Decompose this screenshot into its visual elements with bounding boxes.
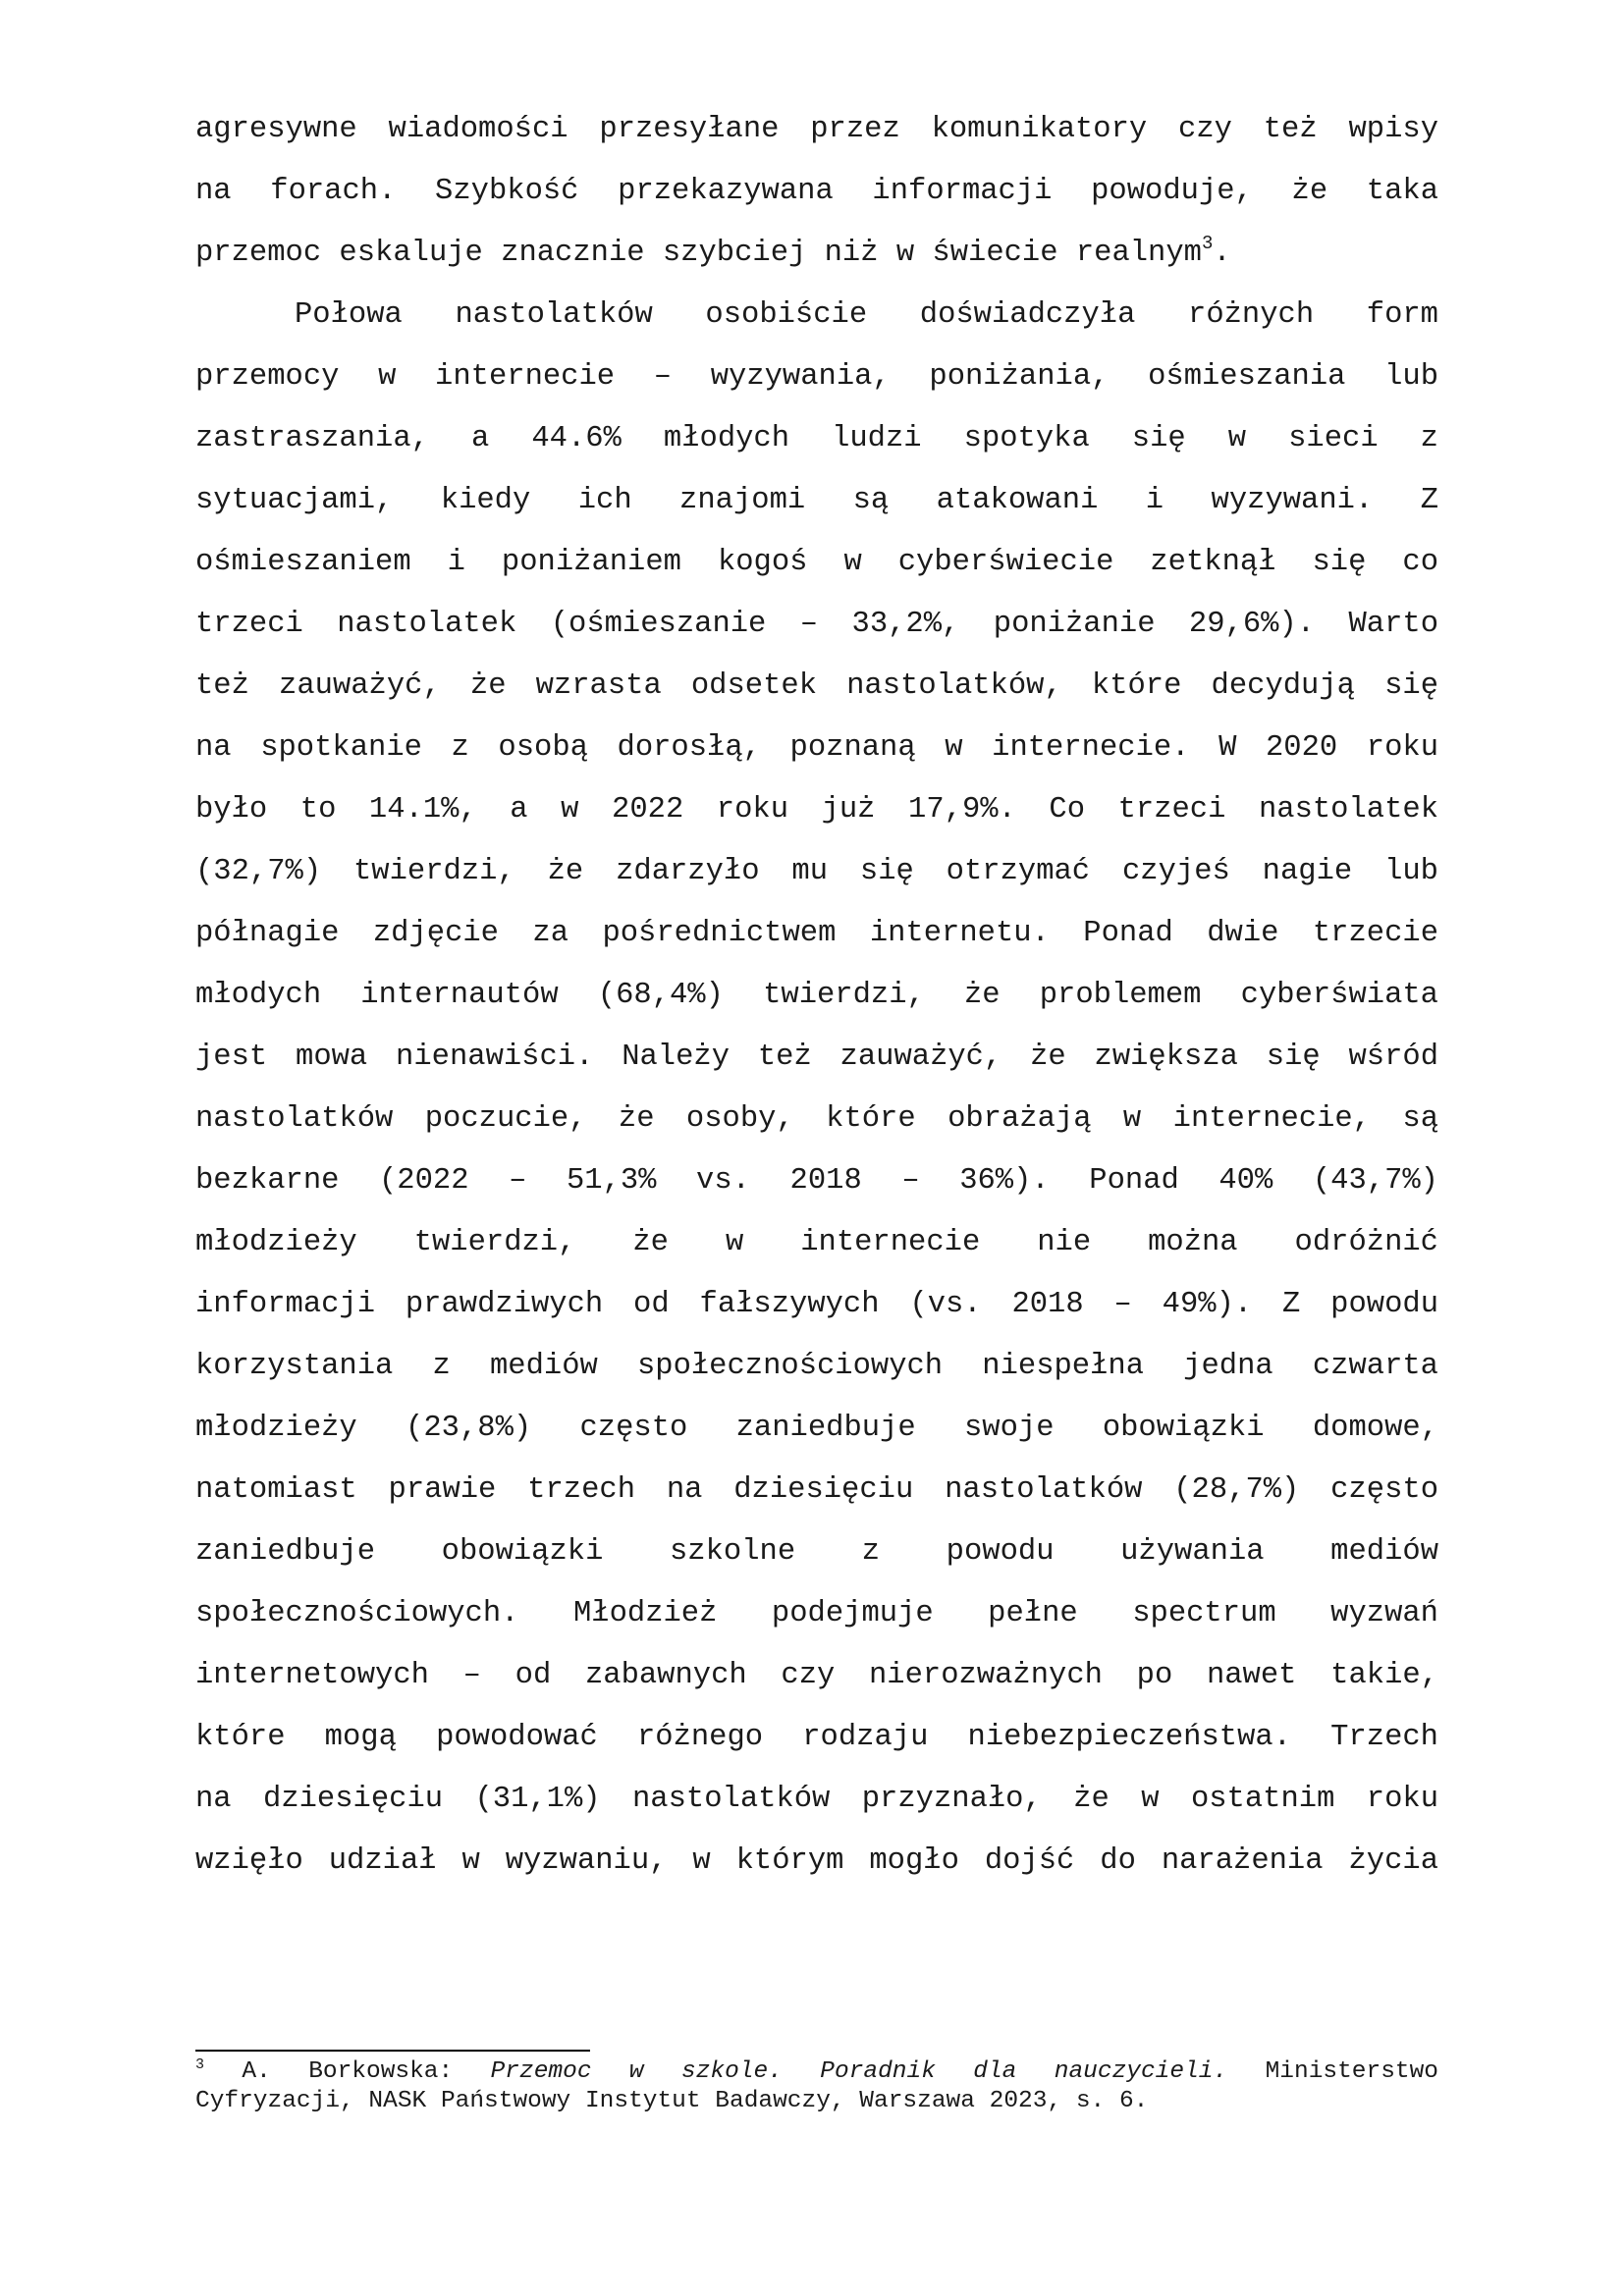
footnote-number: 3 [195, 2056, 205, 2073]
paragraph-line: natomiast prawie trzech na dziesięciu nastolatków (28,7%) często [195, 1473, 1438, 1507]
paragraph-line: zastraszania, a 44.6% młodych ludzi spotyka się w sieci z [195, 422, 1438, 455]
footnote-author: A. Borkowska: [242, 2058, 491, 2085]
paragraph-line: nastolatków poczucie, że osoby, które obrażają w internecie, są [195, 1102, 1438, 1136]
paragraph-line-last [195, 234, 1438, 273]
paragraph-line: trzeci nastolatek (ośmieszanie – 33,2%, poniżanie 29,6%). Warto [195, 608, 1438, 641]
paragraph-line: na dziesięciu (31,1%) nastolatków przyznało, że w ostatnim roku [195, 1783, 1438, 1816]
paragraph-line: młodzieży (23,8%) często zaniedbuje swoje obowiązki domowe, [195, 1412, 1438, 1445]
paragraph-line: zaniedbuje obowiązki szkolne z powodu używania mediów [195, 1535, 1438, 1569]
paragraph-line: ośmieszaniem i poniżaniem kogoś w cyberświecie zetknął się co [195, 546, 1438, 579]
paragraph-line: (32,7%) twierdzi, że zdarzyło mu się otrzymać czyjeś nagie lub [195, 855, 1438, 888]
paragraph-line: informacji prawdziwych od fałszywych (vs. 2018 – 49%). Z powodu [195, 1288, 1438, 1321]
paragraph-line: wzięło udział w wyzwaniu, w którym mogło dojść do narażenia życia [195, 1844, 1438, 1878]
paragraph-end-punctuation: . [1213, 237, 1231, 270]
footnote-title: Przemoc w szkole. Poradnik dla nauczycieli. [490, 2058, 1228, 2085]
footnote-line: Cyfryzacji, NASK Państwowy Instytut Badawczy, Warszawa 2023, s. 6. [195, 2088, 1149, 2114]
paragraph-line-first: Połowa nastolatków osobiście doświadczyła różnych form [295, 298, 1438, 332]
paragraph-line: społecznościowych. Młodzież podejmuje pełne spectrum wyzwań [195, 1597, 1438, 1630]
paragraph-line: które mogą powodować różnego rodzaju niebezpieczeństwa. Trzech [195, 1721, 1438, 1754]
paragraph-line: było to 14.1%, a w 2022 roku już 17,9%. Co trzeci nastolatek [195, 793, 1438, 827]
paragraph-line: na spotkanie z osobą dorosłą, poznaną w internecie. W 2020 roku [195, 731, 1438, 765]
paragraph-line: agresywne wiadomości przesyłane przez komunikatory czy też wpisy [195, 113, 1438, 146]
footnote-publisher: Ministerstwo [1227, 2058, 1439, 2085]
paragraph-line: półnagie zdjęcie za pośrednictwem internetu. Ponad dwie trzecie [195, 917, 1438, 950]
paragraph-line: młodych internautów (68,4%) twierdzi, że problemem cyberświata [195, 979, 1438, 1012]
footnote-line [195, 2057, 1438, 2087]
paragraph-line: internetowych – od zabawnych czy nierozważnych po nawet takie, [195, 1659, 1438, 1692]
footnote-separator [195, 2050, 590, 2052]
paragraph-line: sytuacjami, kiedy ich znajomi są atakowani i wyzywani. Z [195, 484, 1438, 517]
paragraph-text: przemoc eskaluje znacznie szybciej niż w świecie realnym [195, 237, 1202, 270]
paragraph-line: bezkarne (2022 – 51,3% vs. 2018 – 36%). Ponad 40% (43,7%) [195, 1164, 1438, 1198]
paragraph-line: młodzieży twierdzi, że w internecie nie można odróżnić [195, 1226, 1438, 1259]
paragraph-line: jest mowa nienawiści. Należy też zauważyć, że zwiększa się wśród [195, 1041, 1438, 1074]
paragraph-line: też zauważyć, że wzrasta odsetek nastolatków, które decydują się [195, 669, 1438, 703]
footnote-reference[interactable]: 3 [1201, 233, 1214, 254]
paragraph-line: na forach. Szybkość przekazywana informacji powoduje, że taka [195, 175, 1438, 208]
paragraph-line: przemocy w internecie – wyzywania, poniżania, ośmieszania lub [195, 360, 1438, 394]
paragraph-line: korzystania z mediów społecznościowych niespełna jedna czwarta [195, 1350, 1438, 1383]
